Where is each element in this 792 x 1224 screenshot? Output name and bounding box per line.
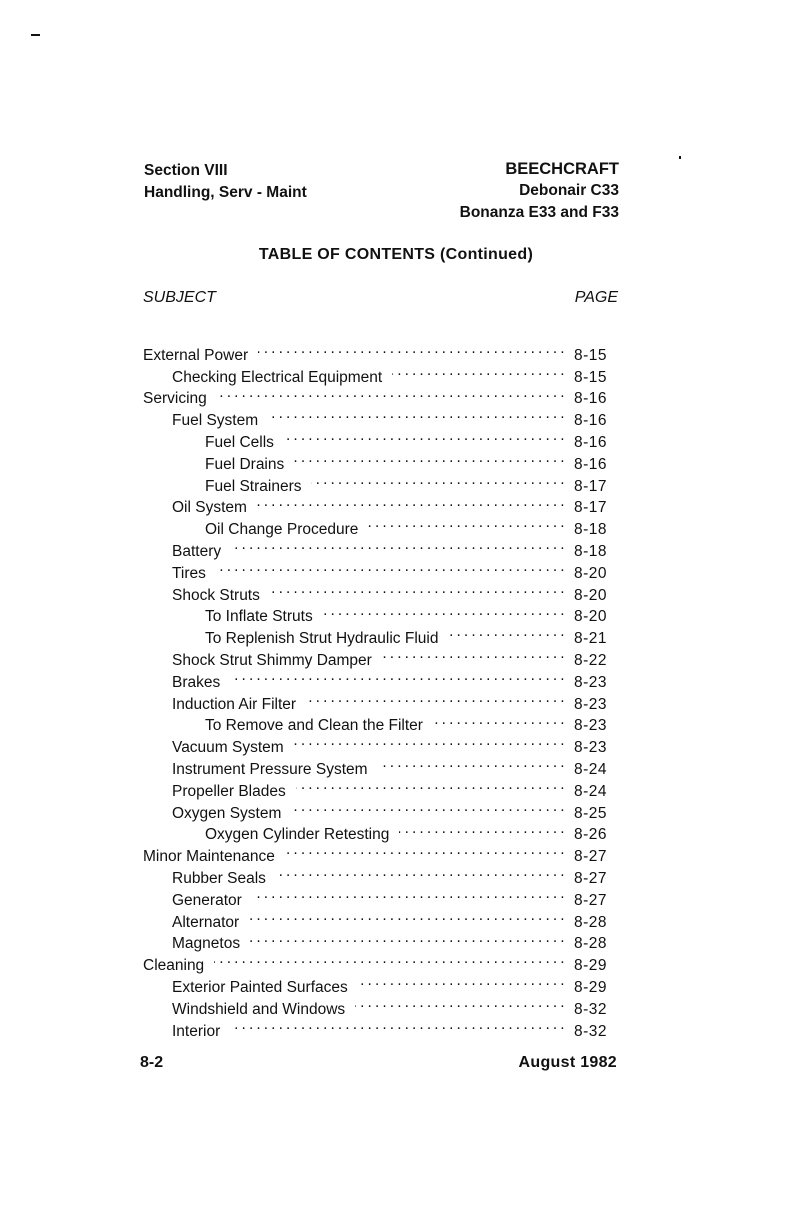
column-header-subject: SUBJECT [143, 289, 216, 306]
toc-entry-page: 8-28 [574, 935, 608, 953]
manufacturer-label: BEECHCRAFT [505, 160, 619, 178]
toc-entry-page: 8-24 [574, 760, 608, 778]
toc-entry-page: 8-15 [574, 346, 608, 364]
toc-entry-subject: Shock Struts [172, 586, 260, 604]
dot-leader [214, 948, 564, 970]
toc-entry-page: 8-16 [574, 412, 608, 430]
toc-entry-subject: Shock Strut Shimmy Damper [172, 651, 372, 669]
toc-entry-subject: Oxygen Cylinder Retesting [205, 826, 390, 844]
scan-speck [679, 156, 681, 159]
dot-leader [392, 360, 564, 382]
dot-leader [250, 927, 564, 949]
toc-entry-page: 8-17 [574, 477, 608, 495]
toc-entry-page: 8-25 [574, 804, 608, 822]
toc-entry-subject: Rubber Seals [172, 869, 266, 887]
dot-leader [258, 338, 564, 360]
toc-entry-subject: Instrument Pressure System [172, 760, 368, 778]
dot-leader [291, 796, 564, 818]
toc-entry-page: 8-16 [574, 390, 608, 408]
toc-entry-page: 8-23 [574, 695, 608, 713]
dot-leader [382, 643, 564, 665]
toc-entry [143, 970, 616, 996]
dot-leader [368, 512, 564, 534]
toc-entry-page: 8-17 [574, 499, 608, 517]
toc-entry-subject: External Power [143, 346, 249, 364]
toc-entry-subject: To Inflate Struts [205, 608, 313, 626]
dot-leader [358, 970, 564, 992]
toc-entry [143, 578, 616, 604]
column-header-page: PAGE [574, 289, 618, 306]
dot-leader [296, 774, 564, 796]
dot-leader [285, 839, 564, 861]
dot-leader [249, 905, 564, 927]
toc-entry-page: 8-23 [574, 739, 608, 757]
model-line-1: Debonair C33 [519, 182, 619, 199]
toc-entry-page: 8-28 [574, 913, 608, 931]
dot-leader [268, 403, 564, 425]
dot-leader [230, 665, 564, 687]
toc-entry [143, 403, 616, 430]
dot-leader [230, 1014, 564, 1036]
toc-list [143, 338, 616, 1040]
toc-entry-subject: Propeller Blades [172, 782, 286, 800]
toc-entry-page: 8-23 [574, 673, 608, 691]
dot-leader [257, 491, 564, 513]
dot-leader [231, 534, 564, 556]
toc-entry-subject: Minor Maintenance [143, 848, 275, 866]
toc-entry-subject: Alternator [172, 913, 240, 931]
toc-entry-subject: Oxygen System [172, 804, 282, 822]
section-label: Section VIII [144, 162, 228, 179]
toc-entry-subject: Servicing [143, 390, 207, 408]
toc-entry-subject: To Remove and Clean the Filter [205, 717, 423, 735]
toc-entry-page: 8-27 [574, 869, 608, 887]
toc-entry-subject: Brakes [172, 673, 221, 691]
toc-entry-subject: Vacuum System [172, 739, 284, 757]
dot-leader [252, 883, 564, 905]
toc-entry-page: 8-16 [574, 455, 608, 473]
dot-leader [276, 861, 564, 883]
toc-entry-subject: Fuel Drains [205, 455, 285, 473]
toc-entry-page: 8-20 [574, 586, 608, 604]
toc-entry-page: 8-26 [574, 826, 608, 844]
toc-entry-subject: Interior [172, 1022, 221, 1040]
toc-entry-subject: Cleaning [143, 957, 205, 975]
toc-entry-page: 8-16 [574, 433, 608, 451]
toc-entry-page: 8-18 [574, 521, 608, 539]
toc-entry-subject: Generator [172, 891, 242, 909]
dot-leader [399, 818, 564, 840]
revision-date: August 1982 [518, 1054, 617, 1071]
toc-entry-page: 8-20 [574, 564, 608, 582]
toc-entry-page: 8-24 [574, 782, 608, 800]
toc-entry-subject: Induction Air Filter [172, 695, 297, 713]
dot-leader [294, 447, 564, 469]
toc-entry-subject: Fuel System [172, 412, 259, 430]
dot-leader [323, 600, 564, 622]
toc-title: TABLE OF CONTENTS (Continued) [258, 246, 534, 263]
dot-leader [306, 687, 564, 709]
toc-entry-page: 8-20 [574, 608, 608, 626]
dot-leader [378, 752, 564, 774]
toc-entry-page: 8-15 [574, 368, 608, 386]
toc-entry-subject: Checking Electrical Equipment [172, 368, 383, 386]
scan-mark [31, 34, 40, 36]
dot-leader [284, 425, 564, 447]
header-right [460, 158, 619, 224]
toc-entry-subject: Fuel Cells [205, 433, 274, 451]
toc-entry-subject: Exterior Painted Surfaces [172, 978, 348, 996]
dot-leader [311, 469, 564, 491]
toc-entry-page: 8-22 [574, 651, 608, 669]
toc-entry-subject: Windshield and Windows [172, 1000, 346, 1018]
toc-entry-subject: Oil System [172, 499, 247, 517]
toc-entry [143, 338, 616, 364]
dot-leader [433, 709, 564, 731]
toc-entry-subject: Magnetos [172, 935, 241, 953]
toc-entry-page: 8-27 [574, 891, 608, 909]
toc-entry-page: 8-29 [574, 957, 608, 975]
section-subtitle: Handling, Serv - Maint [144, 184, 307, 201]
dot-leader [216, 556, 564, 578]
model-line-2: Bonanza E33 and F33 [459, 204, 619, 221]
toc-entry-page: 8-32 [574, 1022, 608, 1040]
dot-leader [217, 382, 564, 404]
toc-entry-subject: Battery [172, 542, 222, 560]
dot-leader [355, 992, 564, 1014]
toc-entry-page: 8-18 [574, 542, 608, 560]
toc-entry-page: 8-23 [574, 717, 608, 735]
page-number: 8-2 [140, 1054, 164, 1071]
dot-leader [448, 621, 564, 643]
toc-entry-page: 8-21 [574, 630, 608, 648]
toc-entry [143, 948, 616, 975]
header-left [144, 160, 307, 204]
toc-entry-subject: Fuel Strainers [205, 477, 302, 495]
dot-leader [270, 578, 564, 600]
toc-entry-page: 8-27 [574, 848, 608, 866]
toc-entry-page: 8-29 [574, 978, 608, 996]
toc-entry-subject: To Replenish Strut Hydraulic Fluid [205, 630, 439, 648]
toc-entry-subject: Oil Change Procedure [205, 521, 359, 539]
toc-entry-page: 8-32 [574, 1000, 608, 1018]
dot-leader [294, 730, 564, 752]
toc-entry-subject: Tires [172, 564, 206, 582]
